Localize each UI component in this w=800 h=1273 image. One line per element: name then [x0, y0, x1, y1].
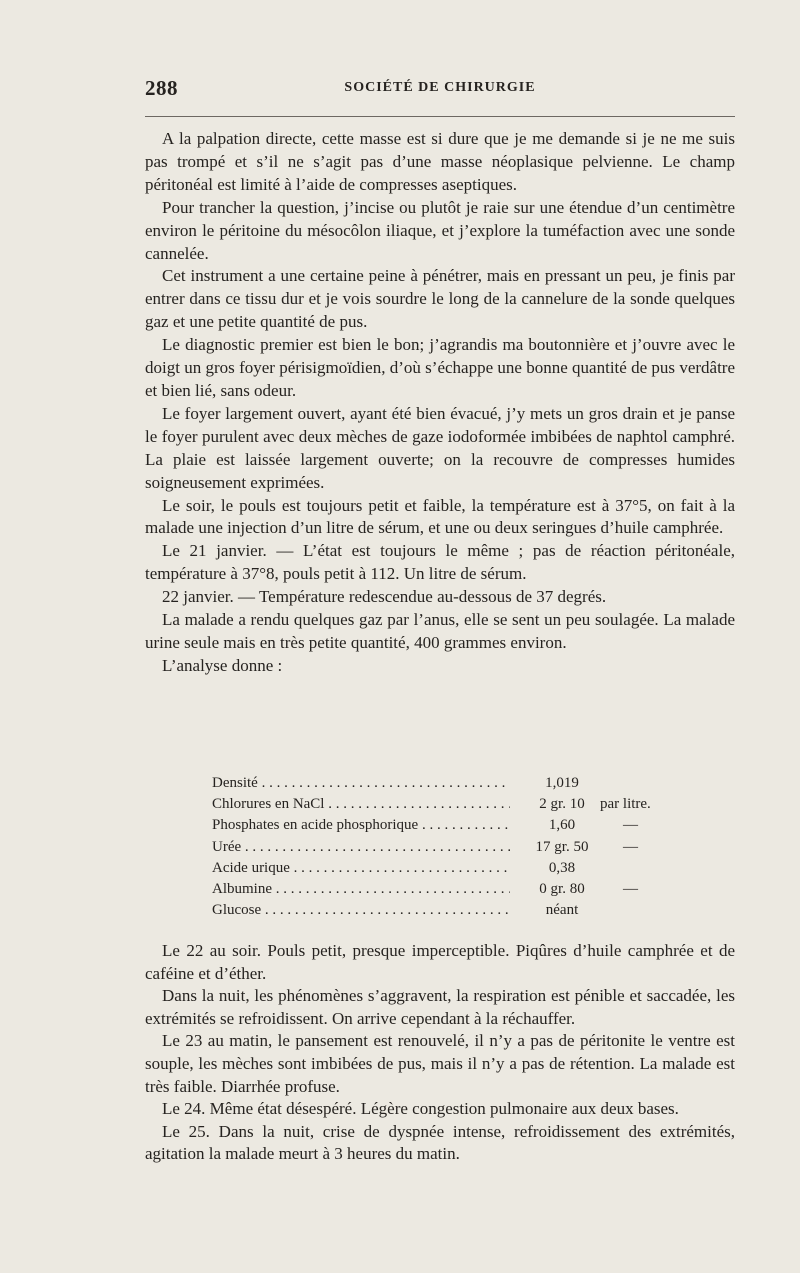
row-value: 1,019: [545, 775, 579, 791]
table-row: [212, 858, 682, 879]
row-value: 1,60: [548, 817, 576, 834]
row-ditto-dash: —: [623, 880, 638, 897]
row-label: Acide urique . . .: [212, 858, 510, 879]
table-row: [212, 815, 682, 836]
row-label: Phosphates en acide phosphorique . . .: [212, 815, 510, 836]
body-text-continued: [145, 940, 735, 1166]
row-label: Glucose . . .: [212, 900, 510, 921]
analysis-table: [212, 773, 682, 921]
row-value: 2 gr. 10: [539, 796, 585, 813]
table-row: [212, 794, 682, 815]
row-label: Chlorures en NaCl . . .: [212, 794, 510, 815]
row-value: 0 gr. 80: [539, 880, 585, 897]
paragraph: Le 23 au matin, le pansement est renouvelé, il n’y a pas de péritonite le ventre est souple, les mèches sont imbibées de pus, mais il n’y a pas de rétention. La malade est très faible. Diarrhée profuse.: [145, 1031, 735, 1096]
paragraph: L’analyse donne :: [162, 655, 283, 675]
paragraph: Dans la nuit, les phénomènes s’aggravent, la respiration est pénible et saccadée, les extrémités se refroidissent. On arrive cependant à la réchauffer.: [145, 986, 735, 1028]
paragraph: 22 janvier. — Température redescendue au-dessous de 37 degrés.: [162, 587, 607, 607]
row-label: Densité . . .: [212, 773, 510, 794]
paragraph: Le foyer largement ouvert, ayant été bien évacué, j’y mets un gros drain et je panse le foyer purulent avec deux mèches de gaze iodoformée imbibées de naphtol camphré. La plaie est laissée largement ouverte; on la recouvre de compresses humides soigneusement exprimées.: [145, 403, 735, 492]
row-value: 17 gr. 50: [535, 838, 589, 855]
paragraph: La malade a rendu quelques gaz par l’anus, elle se sent un peu soulagée. La malade urine seule mais en très petite quantité, 400 grammes environ.: [145, 610, 735, 652]
page-number: 288: [145, 76, 178, 100]
row-value: néant: [545, 902, 579, 919]
table-row: [212, 879, 682, 900]
paragraph: Pour trancher la question, j’incise ou plutôt je raie sur une étendue d’un centimètre environ le péritoine du mésocôlon iliaque, et j’explore la tuméfaction avec une sonde cannelée.: [145, 197, 735, 263]
row-unit: par litre.: [600, 796, 651, 813]
table-row: [212, 900, 682, 921]
paragraph: Le soir, le pouls est toujours petit et faible, la température est à 37°5, on fait à la malade une injection d’un litre de sérum, et une ou deux seringues d’huile camphrée.: [145, 495, 735, 538]
body-text: [145, 128, 735, 678]
table-row: [212, 837, 682, 858]
header-rule: [145, 116, 735, 117]
page-header: [145, 76, 735, 102]
paragraph: Le 24. Même état désespéré. Légère congestion pulmonaire aux deux bases.: [162, 1099, 679, 1119]
table-row: [212, 773, 682, 794]
row-ditto-dash: —: [623, 817, 638, 834]
paragraph: Le diagnostic premier est bien le bon; j’agrandis ma boutonnière et j’ouvre avec le doigt un gros foyer périsigmoïdien, d’où s’échappe une bonne quantité de pus verdâtre et bien lié, sans odeur.: [145, 335, 735, 400]
row-ditto-dash: —: [623, 838, 638, 855]
paragraph: Le 25. Dans la nuit, crise de dyspnée intense, refroidissement des extrémités, agitation la malade meurt à 3 heures du matin.: [145, 1121, 735, 1164]
row-label: Albumine . . .: [212, 879, 510, 900]
paragraph: A la palpation directe, cette masse est si dure que je me demande si je ne me suis pas trompé et s’il ne s’agit pas d’une masse néoplasique pelvienne. Le champ péritonéal est limité à l’aide de compresses aseptiques.: [145, 129, 735, 194]
paragraph: Le 21 janvier. — L’état est toujours le même ; pas de réaction péritonéale, température à 37°8, pouls petit à 112. Un litre de sérum.: [145, 541, 735, 584]
row-value: 0,38: [548, 859, 576, 876]
paragraph: Le 22 au soir. Pouls petit, presque imperceptible. Piqûres d’huile camphrée et de caféine et d’éther.: [145, 941, 735, 983]
paragraph: Cet instrument a une certaine peine à pénétrer, mais en pressant un peu, je finis par entrer dans ce tissu dur et je vois sourdre le long de la cannelure de la sonde quelques gaz et une petite quantité de pus.: [145, 266, 735, 332]
row-label: Urée . . .: [212, 837, 510, 858]
running-head: SOCIÉTÉ DE CHIRURGIE: [344, 80, 536, 95]
